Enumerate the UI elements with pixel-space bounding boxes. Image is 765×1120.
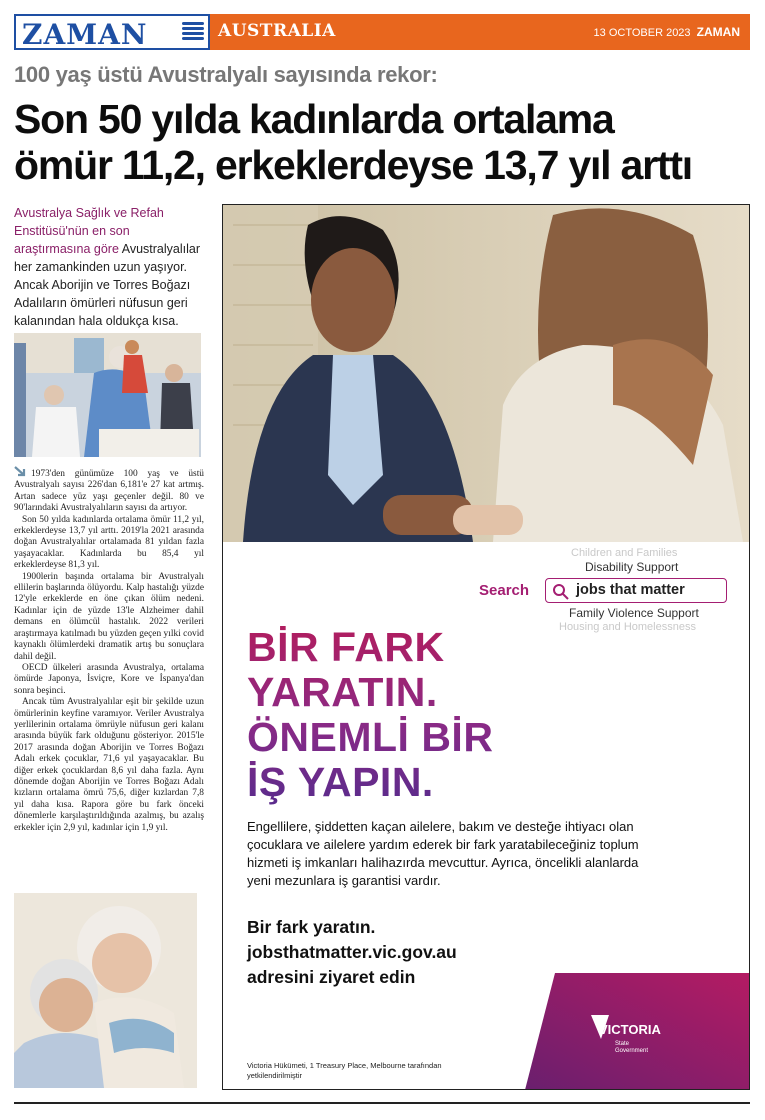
search-field[interactable] xyxy=(545,578,727,603)
ad-search-strip xyxy=(223,545,749,635)
ad-headline-line-3: ÖNEMLİ BİR xyxy=(247,714,494,760)
article-lead xyxy=(14,204,204,330)
jobs-that-matter-ad[interactable] xyxy=(222,204,750,1090)
ad-photo-caregiver xyxy=(223,205,749,542)
paragraph-1: 1973'den günümüze 100 yaş ve üstü Avustralyalı sayısı 226'dan 6,181'e 27 kat artmış. Artan sadece yüz yaşı geçenler değil. 80 ve 90'larındaki Avustralyalıların sayısı da artıyor. xyxy=(14,469,204,514)
link-family-violence-support[interactable]: Family Violence Support xyxy=(569,606,699,620)
vic-logo-sub2: Government xyxy=(615,1048,649,1054)
article-kicker: 100 yaş üstü Avustralyalı sayısında rekor: xyxy=(14,62,438,87)
bottom-rule xyxy=(14,1102,750,1104)
logo-stripes-icon xyxy=(182,22,204,44)
cta-url[interactable]: jobsthatmatter.vic.gov.au xyxy=(247,942,457,962)
edition-label: AUSTRALIA xyxy=(218,21,336,41)
lead-highlight: Avustralya Sağlık ve Refah Enstitüsü'nün en son araştırmasına göre xyxy=(14,206,164,256)
masthead-bar xyxy=(14,14,750,50)
dateline xyxy=(594,25,740,39)
search-icon xyxy=(552,583,570,601)
ad-call-to-action xyxy=(247,915,457,990)
brand-small: ZAMAN xyxy=(696,25,740,39)
cta-line-3: adresini ziyaret edin xyxy=(247,967,416,987)
arrow-bullet-icon xyxy=(14,466,28,477)
paragraph-4: OECD ülkeleri arasında Avustralya, ortalama ömürde Japonya, İsviçre, Kore ve İspanya'dan sonra beşinci. xyxy=(14,662,204,696)
link-children-families[interactable]: Children and Families xyxy=(571,547,678,559)
link-disability-support[interactable]: Disability Support xyxy=(585,560,679,574)
ad-headline-line-1: BİR FARK xyxy=(247,624,445,670)
lead-text: Avustralyalılar her zamankinden uzun yaşıyor. Ancak Aborijin ve Torres Boğazı Adalıların ömürleri nüfusun geri kalanından hala oldukça kısa. xyxy=(14,242,200,328)
ad-headline-line-4: İŞ YAPIN. xyxy=(247,759,434,805)
search-label: Search xyxy=(479,582,530,599)
ad-authorisation: Victoria Hükümeti, 1 Treasury Place, Melbourne tarafından yetkilendirilmiştir xyxy=(247,1061,442,1080)
vic-logo-sub1: State xyxy=(615,1041,630,1047)
article-headline xyxy=(14,96,754,188)
paragraph-5: Ancak tüm Avustralyalılar eşit bir şekilde uzun ömürlerinin keyfine varamıyor. Veriler Avustralya yerlilerinin ortalama ömrüyle nüfusun geri kalanı arasında büyük fark olduğunu gösteriyor. 2015'le 2017 arasında doğan Aborijin ve Torres Boğazı Adalı erkek çocuklar, 71,6 yıl yaşayacaklar. Bu diğer erkek çocuklardan 8,6 yıl daha fazla. Aynı dönemde doğan Aborijin ve Torres Boğazı Adalı kızların ortalama ömrü 75,6, diğer kızlardan 7,8 yıl daha kısa. Rapora göre bu fark önceki dönemlerle karşılaştırıldığında azalmış, bu azalış erkekler için 2,9 yıl, kadınlar için 1,9 yıl. xyxy=(14,697,204,833)
issue-date: 13 OCTOBER 2023 xyxy=(593,27,691,39)
vic-logo-text: VICTORIA xyxy=(599,1022,661,1037)
elderly-couple-photo xyxy=(14,893,197,1088)
logo-text: ZAMAN xyxy=(22,18,148,51)
victoria-government-logo[interactable] xyxy=(525,973,749,1090)
paragraph-2: Son 50 yılda kadınlarda ortalama ömür 11,2 yıl, erkeklerdeyse 13,7 yıl arttı. 2019'la 2021 arasında doğan Avustralyalılar ortalamada 81 yıldan fazla yaşayacaklar. Kadınlarda bu 85,4 yıl erkeklerdeyse 81,3 yıl. xyxy=(14,514,204,571)
ad-headline-line-2: YARATIN. xyxy=(247,669,438,715)
cta-line-1: Bir fark yaratın. xyxy=(247,917,376,937)
search-value: jobs that matter xyxy=(576,582,685,598)
article-body xyxy=(14,466,204,834)
elderly-care-photo xyxy=(14,333,201,457)
link-housing-homelessness[interactable]: Housing and Homelessness xyxy=(559,621,696,633)
headline-line-1: Son 50 yılda kadınlarda ortalama xyxy=(14,96,614,142)
ad-headline xyxy=(247,625,493,805)
paragraph-3: 1900lerin başında ortalama bir Avustralyalı ellilerin başlarında ölüyordu. Kalp hastalığı yüzde 12'yle erkeklerde en öne çıkan ölüm nedeni. Kadınlar için de yüzde 13'le Alzheimer dahil demans en ölümcül hastalık. 2022 verileri araştırmaya katılmadı bu yüzden geçen yılki covid kaynaklı ölümlerdeki dramatik artış bu sonuçlara dahil değil. xyxy=(14,571,204,662)
headline-line-2: ömür 11,2, erkeklerdeyse 13,7 yıl arttı xyxy=(14,142,692,188)
ad-body-text: Engellilere, şiddetten kaçan ailelere, bakım ve desteğe ihtiyacı olan çocuklara ve ailelere yardım ederek bir fark yaratabileceğiniz toplum hizmeti iş imkanları halihazırda mevcuttur. Ayrıca, öncelikli alanlarda yeni mezunlara iş garantisi vardır. xyxy=(247,819,639,888)
zaman-logo[interactable] xyxy=(14,14,210,50)
